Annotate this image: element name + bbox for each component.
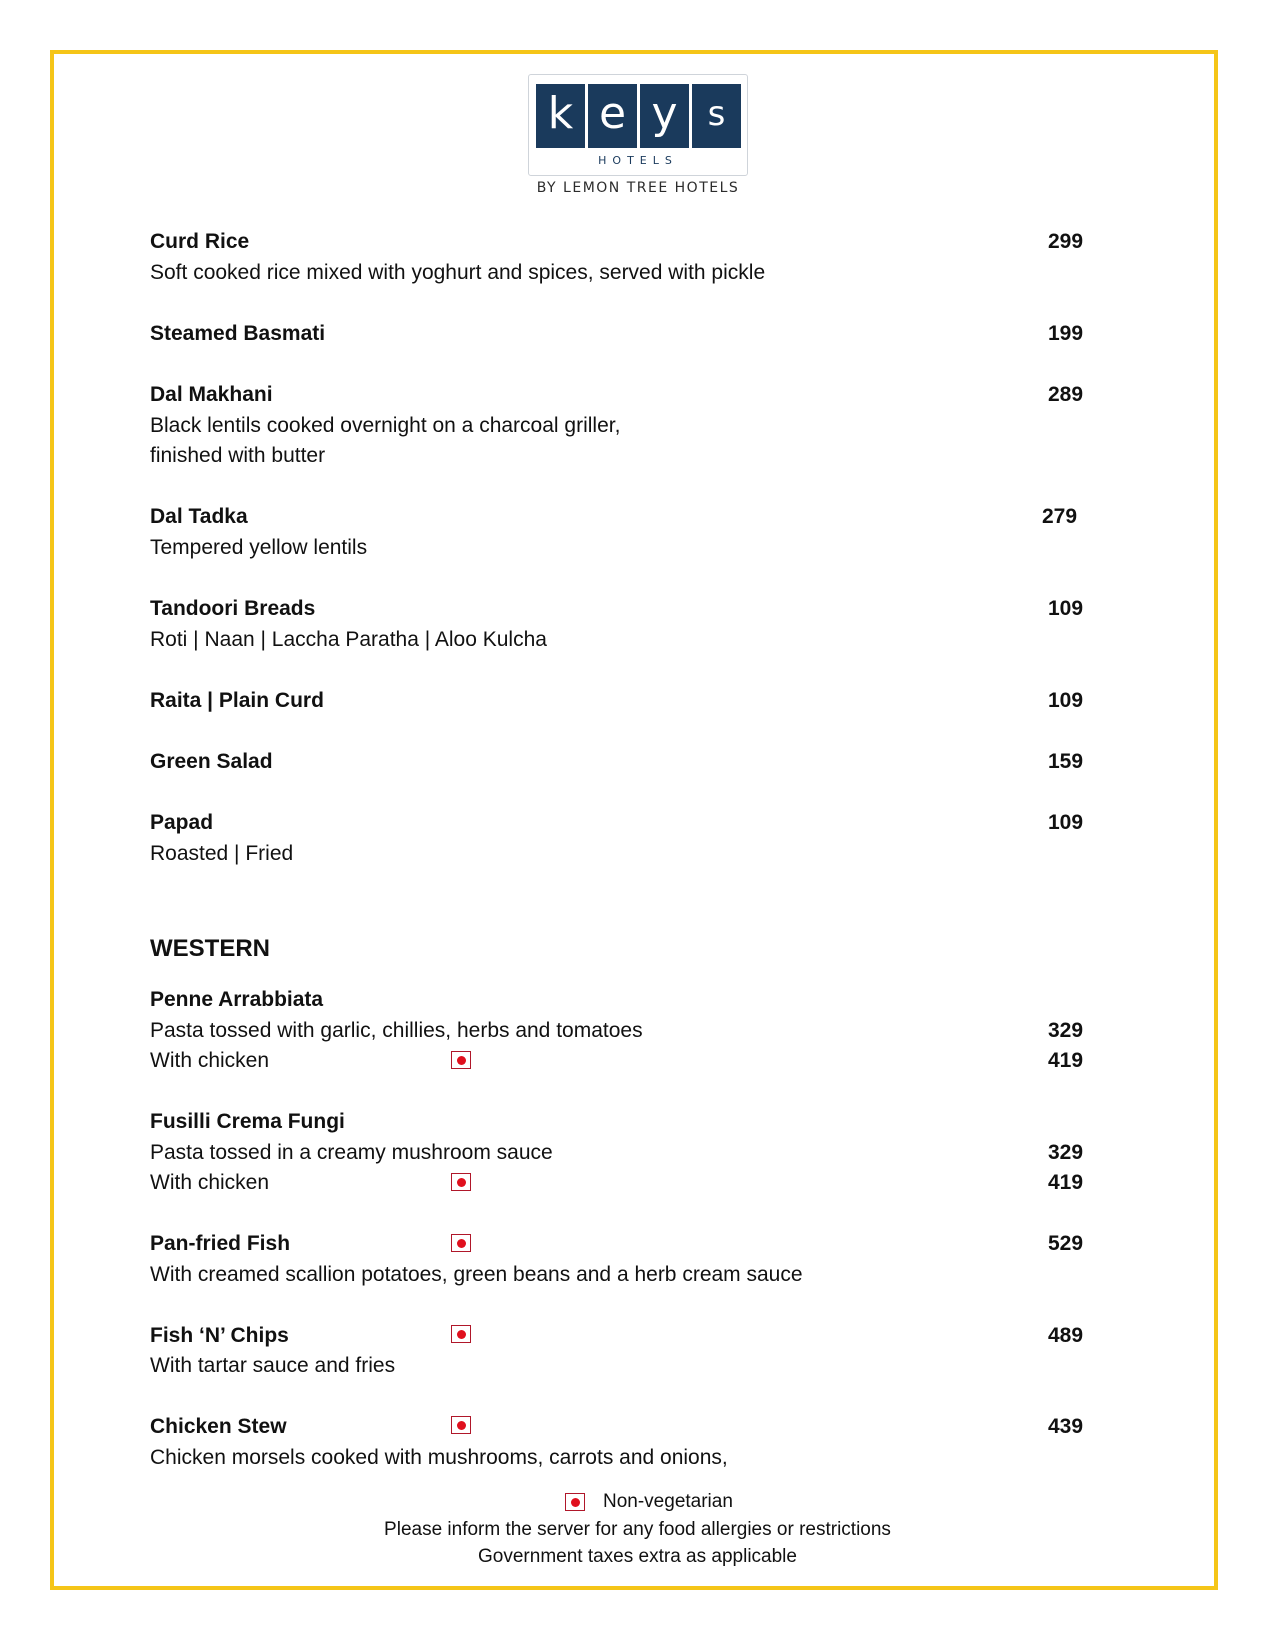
- item-description: finished with butter: [150, 444, 326, 467]
- item-name: Fusilli Crema Fungi: [150, 1110, 345, 1133]
- item-price: 109: [1048, 597, 1084, 620]
- item-price: 419: [1048, 1171, 1084, 1194]
- item-description: Chicken morsels cooked with mushrooms, carrots and onions,: [150, 1446, 728, 1469]
- item-option: With chicken: [150, 1171, 270, 1194]
- logo-tile: [640, 84, 689, 148]
- tax-note: Government taxes extra as applicable: [478, 1546, 797, 1567]
- item-price: 159: [1048, 750, 1084, 773]
- item-price: 299: [1048, 230, 1084, 253]
- item-price: 439: [1048, 1415, 1084, 1438]
- item-name: Green Salad: [150, 750, 273, 773]
- logo-tile: [692, 84, 741, 148]
- item-price: 329: [1048, 1141, 1084, 1164]
- item-description: With creamed scallion potatoes, green beans and a herb cream sauce: [150, 1263, 803, 1286]
- logo-tile: [588, 84, 637, 148]
- item-description: With tartar sauce and fries: [150, 1354, 396, 1377]
- logo-tagline: BY LEMON TREE HOTELS: [536, 180, 740, 196]
- item-name: Dal Tadka: [150, 505, 248, 528]
- item-name: Tandoori Breads: [150, 597, 316, 620]
- item-name: Papad: [150, 811, 214, 834]
- legend-label: Non-vegetarian: [603, 1491, 733, 1512]
- non-veg-icon: [451, 1173, 471, 1191]
- item-price: 109: [1048, 689, 1084, 712]
- item-name: Raita | Plain Curd: [150, 689, 324, 712]
- logo-letter: e: [598, 88, 627, 139]
- item-description: Black lentils cooked overnight on a charcoal griller,: [150, 414, 621, 437]
- item-description: Roti | Naan | Laccha Paratha | Aloo Kulcha: [150, 628, 547, 651]
- item-price: 289: [1048, 383, 1084, 406]
- keys-hotels-logo: [528, 74, 748, 176]
- item-price: 279: [1042, 505, 1078, 528]
- item-description: Pasta tossed in a creamy mushroom sauce: [150, 1141, 553, 1164]
- non-veg-icon: [451, 1051, 471, 1069]
- item-name: Pan-fried Fish: [150, 1232, 291, 1255]
- logo-letter: s: [707, 94, 726, 134]
- item-price: 419: [1048, 1049, 1084, 1072]
- item-name: Steamed Basmati: [150, 322, 326, 345]
- item-option: With chicken: [150, 1049, 270, 1072]
- logo-letter: y: [651, 88, 678, 139]
- item-name: Curd Rice: [150, 230, 250, 253]
- non-veg-icon: [451, 1325, 471, 1343]
- item-description: Roasted | Fried: [150, 842, 294, 865]
- item-name: Fish ‘N’ Chips: [150, 1324, 289, 1347]
- item-price: 489: [1048, 1324, 1084, 1347]
- logo-subtitle: HOTELS: [598, 154, 678, 167]
- item-description: Tempered yellow lentils: [150, 536, 368, 559]
- non-veg-legend-icon: [565, 1493, 585, 1511]
- logo-letter: k: [547, 88, 574, 139]
- non-veg-icon: [451, 1416, 471, 1434]
- non-veg-icon: [451, 1234, 471, 1252]
- item-name: Penne Arrabbiata: [150, 988, 324, 1011]
- section-title: WESTERN: [150, 935, 270, 962]
- item-price: 199: [1048, 322, 1084, 345]
- item-name: Dal Makhani: [150, 383, 273, 406]
- item-description: Soft cooked rice mixed with yoghurt and spices, served with pickle: [150, 261, 766, 284]
- item-name: Chicken Stew: [150, 1415, 287, 1438]
- item-price: 529: [1048, 1232, 1084, 1255]
- logo-tile: [536, 84, 585, 148]
- allergy-note: Please inform the server for any food allergies or restrictions: [384, 1519, 891, 1540]
- item-description: Pasta tossed with garlic, chillies, herbs and tomatoes: [150, 1019, 643, 1042]
- item-price: 329: [1048, 1019, 1084, 1042]
- item-price: 109: [1048, 811, 1084, 834]
